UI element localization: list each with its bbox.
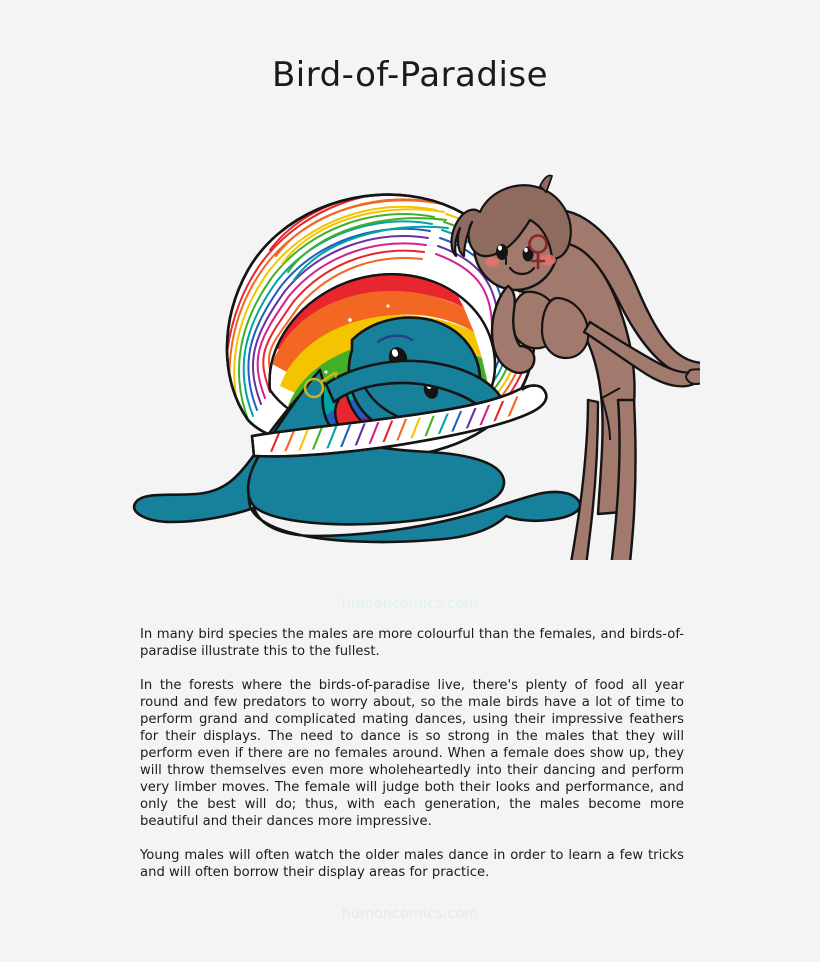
watermark-bottom: humoncomics.com: [341, 906, 479, 922]
page-title: Bird-of-Paradise: [271, 54, 549, 95]
paragraph-1: In many bird species the males are more colourful than the females, and birds-of-paradise illustrate this to the fullest.: [140, 627, 684, 659]
bird-of-paradise-illustration: [120, 140, 700, 560]
paragraph-2: In the forests where the birds-of-paradise live, there's plenty of food all year round and few predators to worry about, so the male birds have a lot of time to perform grand and complicated mating dances, using their impressive feathers for their displays. The need to dance is so strong in the males that they will perform even if there are no females around. When a female does show up, they will throw themselves even more wholeheartedly into their dancing and perform very limber moves. The female will judge both their looks and performance, and only the best will do; thus, with each generation, the males become more beautiful and their dances more impressive.: [140, 678, 684, 829]
paragraph-3: Young males will often watch the older males dance in order to learn a few tricks and will often borrow their display areas for practice.: [140, 848, 684, 880]
article-body: [140, 626, 684, 881]
watermark-top: humoncomics.com: [341, 596, 479, 612]
